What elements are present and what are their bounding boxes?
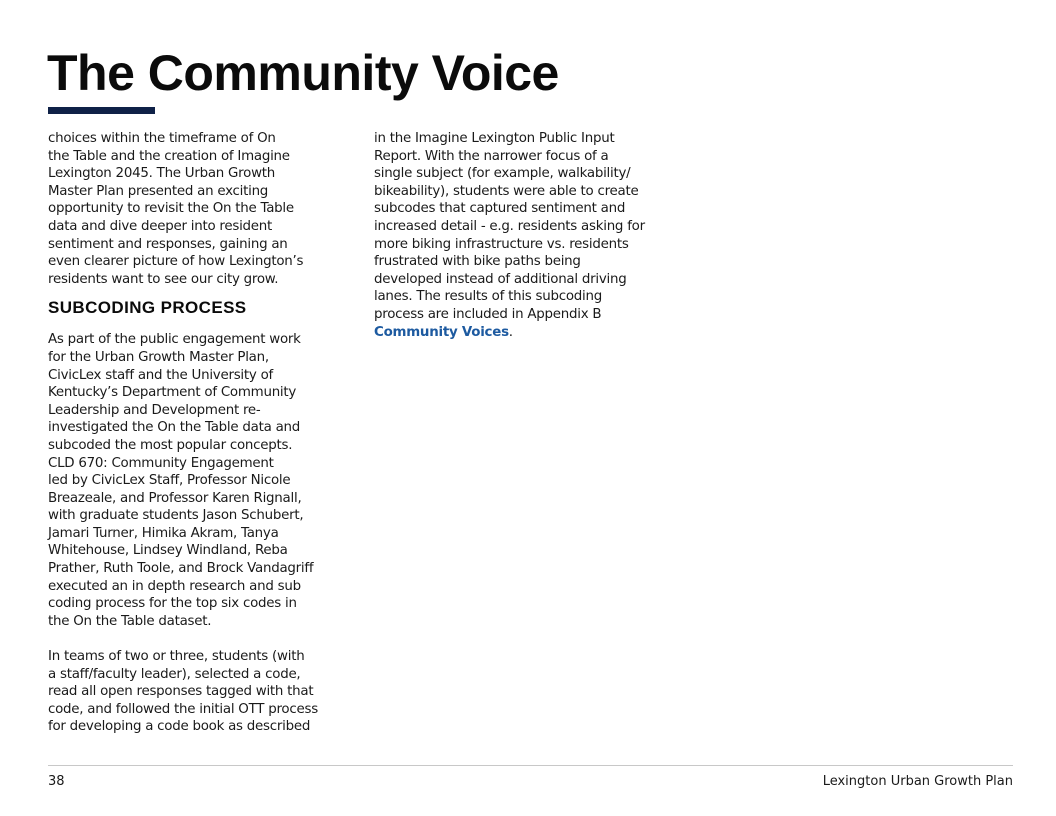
text-line: Breazeale, and Professor Karen Rignall, — [48, 490, 302, 506]
text-line: single subject (for example, walkability/ — [374, 166, 631, 182]
text-line: investigated the On the Table data and — [48, 420, 301, 436]
text-line: lanes. The results of this subcoding — [374, 289, 602, 305]
text-line: frustrated with bike paths being — [374, 254, 581, 270]
text-line: bikeability), students were able to create — [374, 183, 639, 199]
text-line: Prather, Ruth Toole, and Brock Vandagriff — [48, 561, 314, 577]
text-line: Lexington 2045. The Urban Growth — [48, 166, 276, 182]
section-heading: SUBCODING PROCESS — [48, 298, 247, 318]
text-line: even clearer picture of how Lexington’s — [48, 254, 304, 270]
text-line: opportunity to revisit the On the Table — [48, 201, 294, 217]
community-voices-link[interactable]: Community Voices — [374, 324, 509, 340]
text-line: choices within the timeframe of On — [48, 131, 276, 146]
link-trailing-punctuation: . — [508, 324, 513, 340]
text-line: a staff/faculty leader), selected a code, — [48, 666, 301, 682]
text-line: in the Imagine Lexington Public Input — [374, 131, 615, 146]
text-line: coding process for the top six codes in — [48, 596, 297, 612]
text-line: the On the Table dataset. — [48, 613, 212, 629]
title-accent-rule — [48, 107, 155, 114]
text-line: process are included in Appendix B — [374, 306, 602, 322]
text-line: executed an in depth research and sub — [48, 578, 301, 594]
text-line: for the Urban Growth Master Plan, — [48, 349, 269, 365]
text-line: Leadership and Development re- — [48, 402, 261, 418]
text-line: increased detail - e.g. residents asking for — [374, 218, 645, 234]
right-column — [374, 130, 686, 341]
text-line: Whitehouse, Lindsey Windland, Reba — [48, 543, 288, 559]
text-line: subcodes that captured sentiment and — [374, 201, 626, 217]
teams-paragraph — [48, 648, 358, 736]
left-column — [48, 130, 358, 736]
text-line: Master Plan presented an exciting — [48, 183, 269, 199]
page-number: 38 — [48, 774, 65, 789]
link-line — [374, 324, 686, 342]
text-line: the Table and the creation of Imagine — [48, 148, 290, 164]
text-line: more biking infrastructure vs. residents — [374, 236, 629, 252]
text-line: data and dive deeper into resident — [48, 218, 273, 234]
page-title: The Community Voice — [47, 45, 559, 101]
footer-divider — [48, 765, 1013, 766]
footer-document-title: Lexington Urban Growth Plan — [822, 774, 1013, 789]
text-line: CivicLex staff and the University of — [48, 367, 273, 383]
text-line: for developing a code book as described — [48, 719, 311, 735]
text-line: Kentucky’s Department of Community — [48, 385, 297, 401]
text-line: CLD 670: Community Engagement — [48, 455, 274, 471]
text-line: residents want to see our city grow. — [48, 271, 279, 287]
text-line: with graduate students Jason Schubert, — [48, 508, 304, 524]
continued-paragraph — [374, 130, 686, 341]
subcoding-paragraph — [48, 331, 358, 630]
text-line: read all open responses tagged with that — [48, 684, 314, 700]
paragraph-spacer — [48, 630, 358, 648]
text-line: led by CivicLex Staff, Professor Nicole — [48, 473, 291, 489]
text-line: In teams of two or three, students (with — [48, 649, 305, 665]
text-line: developed instead of additional driving — [374, 271, 627, 287]
text-line: Jamari Turner, Himika Akram, Tanya — [48, 525, 279, 541]
intro-paragraph — [48, 130, 358, 288]
text-line: Report. With the narrower focus of a — [374, 148, 609, 164]
text-line: As part of the public engagement work — [48, 332, 301, 348]
text-line: code, and followed the initial OTT process — [48, 701, 318, 717]
text-line: sentiment and responses, gaining an — [48, 236, 288, 252]
text-line: subcoded the most popular concepts. — [48, 437, 293, 453]
